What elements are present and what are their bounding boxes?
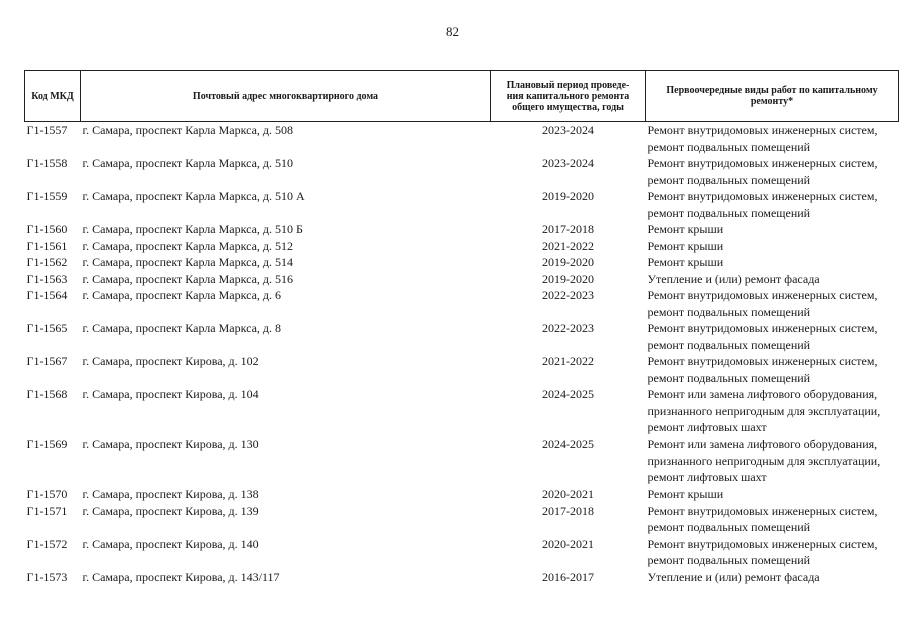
table-row xyxy=(25,155,899,188)
table-row xyxy=(25,221,899,238)
works-cell xyxy=(646,188,899,221)
works-cell xyxy=(646,386,899,436)
works-line: ремонт подвальных помещений xyxy=(647,205,811,220)
table-row xyxy=(25,386,899,436)
address-cell: г. Самара, проспект Кирова, д. 139 xyxy=(82,503,259,518)
mkd-code-cell: Г1-1560 xyxy=(26,222,68,236)
works-cell xyxy=(646,486,899,503)
table-row xyxy=(25,122,899,156)
header-address: Почтовый адрес многоквартирного дома xyxy=(81,71,491,122)
works-line: ремонт подвальных помещений xyxy=(647,172,811,187)
address-cell: г. Самара, проспект Карла Маркса, д. 508 xyxy=(82,123,294,137)
mkd-code-cell: Г1-1565 xyxy=(26,321,68,335)
table-row xyxy=(25,353,899,386)
address-cell: г. Самара, проспект Карла Маркса, д. 6 xyxy=(82,288,282,302)
header-code: Код МКД xyxy=(25,71,81,122)
mkd-code-cell: Г1-1571 xyxy=(26,503,68,518)
table-row xyxy=(25,287,899,320)
works-line: Ремонт внутридомовых инженерных систем, xyxy=(647,156,878,170)
mkd-code-cell: Г1-1569 xyxy=(26,437,68,451)
header-period-line: ния капитального ремонта xyxy=(506,90,630,102)
works-line: признанного непригодным для эксплуатации, xyxy=(647,453,881,468)
address-cell: г. Самара, проспект Кирова, д. 138 xyxy=(82,487,259,501)
address-cell: г. Самара, проспект Кирова, д. 143/117 xyxy=(82,569,280,584)
works-line: Утепление и (или) ремонт фасада xyxy=(647,271,820,286)
table-row xyxy=(25,238,899,255)
address-cell: г. Самара, проспект Карла Маркса, д. 510 Б xyxy=(82,222,303,236)
table-row xyxy=(25,188,899,221)
works-cell xyxy=(646,536,899,569)
address-cell: г. Самара, проспект Кирова, д. 104 xyxy=(82,387,259,401)
table-body xyxy=(25,122,899,586)
table-row xyxy=(25,486,899,503)
works-cell xyxy=(646,254,899,271)
works-cell xyxy=(646,271,899,288)
works-cell xyxy=(646,353,899,386)
table-row xyxy=(25,536,899,569)
works-line: Ремонт внутридомовых инженерных систем, xyxy=(647,288,878,302)
table-row xyxy=(25,320,899,353)
header-period xyxy=(491,71,646,122)
works-line: ремонт лифтовых шахт xyxy=(647,470,767,484)
period-cell: 2019-2020 xyxy=(542,271,594,286)
works-line: ремонт подвальных помещений xyxy=(647,553,811,567)
works-line: Утепление и (или) ремонт фасада xyxy=(647,569,820,584)
works-line: Ремонт крыши xyxy=(647,222,724,236)
table-row xyxy=(25,271,899,288)
address-cell: г. Самара, проспект Кирова, д. 140 xyxy=(82,536,259,551)
period-cell: 2023-2024 xyxy=(542,123,594,137)
works-line: Ремонт крыши xyxy=(647,487,724,501)
period-cell: 2023-2024 xyxy=(542,156,594,170)
address-cell: г. Самара, проспект Карла Маркса, д. 514 xyxy=(82,255,294,269)
period-cell: 2022-2023 xyxy=(542,288,594,302)
period-cell: 2021-2022 xyxy=(542,354,594,368)
table-row xyxy=(25,503,899,536)
mkd-code-cell: Г1-1557 xyxy=(26,123,68,137)
period-cell: 2016-2017 xyxy=(542,569,594,584)
works-cell xyxy=(646,122,899,156)
works-cell xyxy=(646,503,899,536)
address-cell: г. Самара, проспект Карла Маркса, д. 8 xyxy=(82,321,282,335)
works-line: ремонт лифтовых шахт xyxy=(647,420,767,434)
page-number: 82 xyxy=(446,24,459,39)
period-cell: 2017-2018 xyxy=(542,503,594,518)
period-cell: 2017-2018 xyxy=(542,222,594,236)
period-cell: 2022-2023 xyxy=(542,321,594,335)
mkd-code-cell: Г1-1572 xyxy=(26,536,68,551)
address-cell: г. Самара, проспект Кирова, д. 102 xyxy=(82,354,259,368)
works-cell xyxy=(646,320,899,353)
header-period-line: общего имущества, годы xyxy=(512,101,624,113)
address-cell: г. Самара, проспект Карла Маркса, д. 510 xyxy=(82,156,294,170)
mkd-code-cell: Г1-1559 xyxy=(26,189,68,203)
mkd-code-cell: Г1-1563 xyxy=(26,271,68,286)
works-cell xyxy=(646,569,899,586)
works-line: Ремонт внутридомовых инженерных систем, xyxy=(647,503,878,518)
works-line: ремонт подвальных помещений xyxy=(647,304,811,319)
table-row xyxy=(25,436,899,486)
works-cell xyxy=(646,436,899,486)
works-line: Ремонт крыши xyxy=(647,255,724,269)
works-line: Ремонт крыши xyxy=(647,238,724,253)
works-line: Ремонт внутридомовых инженерных систем, xyxy=(647,123,878,137)
header-works-line: ремонту* xyxy=(750,96,794,107)
capital-repair-table xyxy=(24,70,899,585)
works-line: Ремонт внутридомовых инженерных систем, xyxy=(647,189,878,203)
address-cell: г. Самара, проспект Карла Маркса, д. 510 А xyxy=(82,189,305,203)
period-cell: 2019-2020 xyxy=(542,189,594,203)
works-cell xyxy=(646,155,899,188)
header-works xyxy=(646,71,899,122)
period-cell: 2021-2022 xyxy=(542,238,594,253)
works-line: ремонт подвальных помещений xyxy=(647,139,811,154)
address-cell: г. Самара, проспект Карла Маркса, д. 512 xyxy=(82,238,294,253)
mkd-code-cell: Г1-1558 xyxy=(26,156,68,170)
mkd-code-cell: Г1-1564 xyxy=(26,288,68,302)
works-line: Ремонт или замена лифтового оборудования, xyxy=(647,387,878,401)
mkd-code-cell: Г1-1570 xyxy=(26,487,68,501)
period-cell: 2020-2021 xyxy=(542,487,594,501)
address-cell: г. Самара, проспект Карла Маркса, д. 516 xyxy=(82,271,294,286)
works-cell xyxy=(646,287,899,320)
works-line: признанного непригодным для эксплуатации, xyxy=(647,403,881,418)
works-line: Ремонт внутридомовых инженерных систем, xyxy=(647,536,878,551)
works-cell xyxy=(646,238,899,255)
works-line: Ремонт внутридомовых инженерных систем, xyxy=(647,321,878,335)
period-cell: 2020-2021 xyxy=(542,536,594,551)
table-header-row xyxy=(25,71,899,122)
mkd-code-cell: Г1-1562 xyxy=(26,255,68,269)
works-line: Ремонт внутридомовых инженерных систем, xyxy=(647,354,878,368)
works-line: Ремонт или замена лифтового оборудования, xyxy=(647,437,878,451)
works-line: ремонт подвальных помещений xyxy=(647,520,811,534)
period-cell: 2024-2025 xyxy=(542,437,594,451)
period-cell: 2019-2020 xyxy=(542,255,594,269)
header-period-line: Плановый период проведе- xyxy=(506,79,630,91)
address-cell: г. Самара, проспект Кирова, д. 130 xyxy=(82,437,259,451)
table-row xyxy=(25,569,899,586)
works-line: ремонт подвальных помещений xyxy=(647,337,811,352)
works-line: ремонт подвальных помещений xyxy=(647,370,811,385)
mkd-code-cell: Г1-1568 xyxy=(26,387,68,401)
mkd-code-cell: Г1-1561 xyxy=(26,238,68,253)
mkd-code-cell: Г1-1573 xyxy=(26,569,68,584)
period-cell: 2024-2025 xyxy=(542,387,594,401)
mkd-code-cell: Г1-1567 xyxy=(26,354,68,368)
header-works-line: Первоочередные виды работ по капитальному xyxy=(666,85,878,96)
works-cell xyxy=(646,221,899,238)
table-row xyxy=(25,254,899,271)
